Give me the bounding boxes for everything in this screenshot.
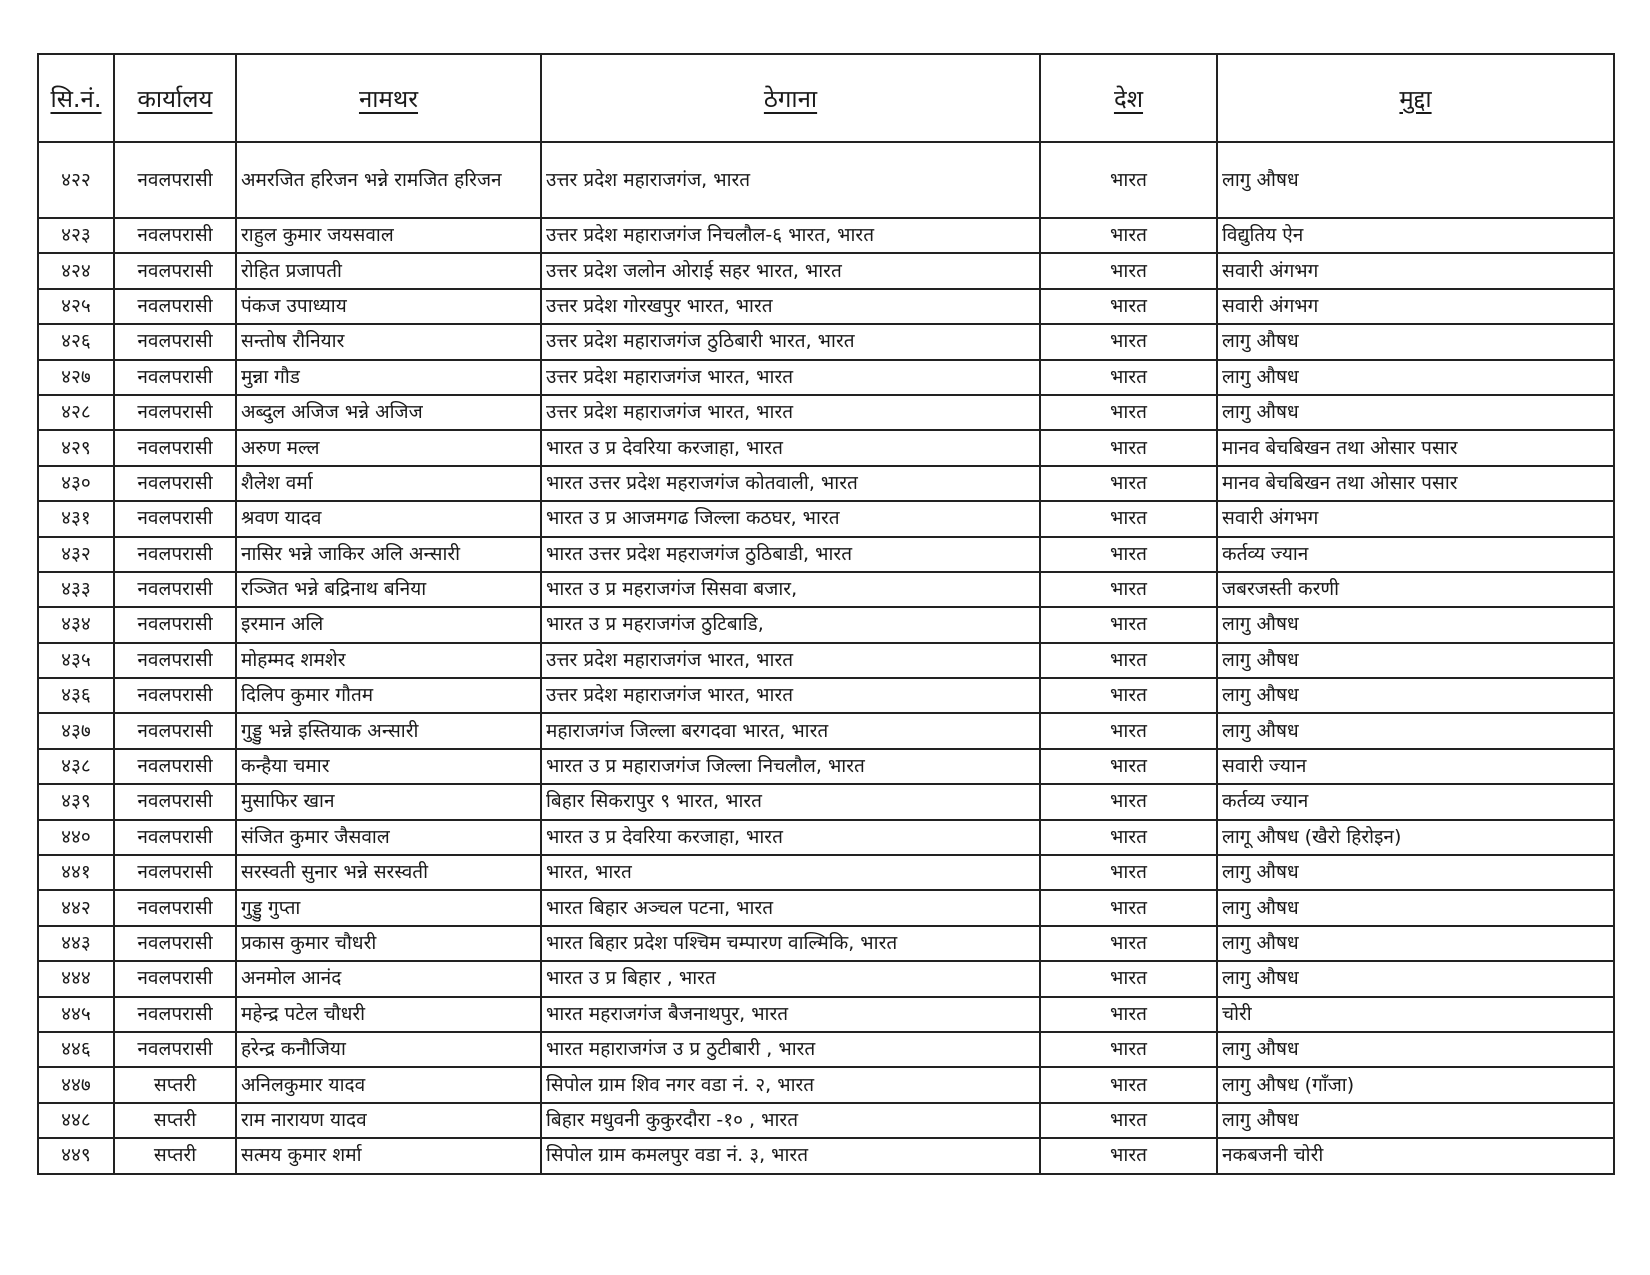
cell-office: नवलपरासी <box>114 890 236 925</box>
cell-country: भारत <box>1040 289 1217 324</box>
cell-case: नकबजनी चोरी <box>1217 1138 1614 1173</box>
cell-office: नवलपरासी <box>114 961 236 996</box>
cell-address: भारत, भारत <box>541 855 1040 890</box>
cell-name: श्रवण यादव <box>236 501 541 536</box>
cell-country: भारत <box>1040 961 1217 996</box>
cell-name: राम नारायण यादव <box>236 1103 541 1138</box>
table-row <box>38 360 1614 395</box>
cell-office: नवलपरासी <box>114 643 236 678</box>
table-row <box>38 466 1614 501</box>
table-row <box>38 324 1614 359</box>
cell-name: अब्दुल अजिज भन्ने अजिज <box>236 395 541 430</box>
table-row <box>38 430 1614 465</box>
cell-name: सन्तोष रौनियार <box>236 324 541 359</box>
cell-office: नवलपरासी <box>114 572 236 607</box>
cell-sn: ४४३ <box>38 926 114 961</box>
cell-office: नवलपरासी <box>114 749 236 784</box>
cell-country: भारत <box>1040 537 1217 572</box>
cell-case: लागु औषध <box>1217 142 1614 218</box>
cell-address: भारत उ प्र महराजगंज सिसवा बजार, <box>541 572 1040 607</box>
cell-sn: ४२३ <box>38 218 114 253</box>
cell-office: नवलपरासी <box>114 142 236 218</box>
cell-name: रञ्जित भन्ने बद्रिनाथ बनिया <box>236 572 541 607</box>
cell-name: मोहम्मद शमशेर <box>236 643 541 678</box>
cell-address: उत्तर प्रदेश महाराजगंज निचलौल-६ भारत, भारत <box>541 218 1040 253</box>
cell-country: भारत <box>1040 890 1217 925</box>
cell-country: भारत <box>1040 430 1217 465</box>
cell-name: कन्हैया चमार <box>236 749 541 784</box>
cell-office: नवलपरासी <box>114 537 236 572</box>
table-row <box>38 713 1614 748</box>
table-row <box>38 961 1614 996</box>
cell-address: बिहार मधुवनी कुकुरदौरा -१० , भारत <box>541 1103 1040 1138</box>
cell-case: लागु औषध <box>1217 395 1614 430</box>
cell-country: भारत <box>1040 1138 1217 1173</box>
header-sn: सि.नं. <box>38 54 114 142</box>
cell-sn: ४४९ <box>38 1138 114 1173</box>
table-row <box>38 926 1614 961</box>
cell-sn: ४४८ <box>38 1103 114 1138</box>
cell-name: मुन्ना गौड <box>236 360 541 395</box>
header-name: नामथर <box>236 54 541 142</box>
cell-address: भारत उत्तर प्रदेश महराजगंज कोतवाली, भारत <box>541 466 1040 501</box>
cell-country: भारत <box>1040 360 1217 395</box>
cell-office: नवलपरासी <box>114 820 236 855</box>
table-header <box>38 54 1614 142</box>
cell-case: लागु औषध <box>1217 1032 1614 1067</box>
cell-sn: ४४७ <box>38 1067 114 1102</box>
cell-address: सिपोल ग्राम शिव नगर वडा नं. २, भारत <box>541 1067 1040 1102</box>
cell-name: अनमोल आनंद <box>236 961 541 996</box>
table-row <box>38 1138 1614 1173</box>
cell-case: लागु औषध (गाँजा) <box>1217 1067 1614 1102</box>
cell-case: सवारी अंगभग <box>1217 289 1614 324</box>
cell-case: जबरजस्ती करणी <box>1217 572 1614 607</box>
cell-sn: ४३२ <box>38 537 114 572</box>
table-row <box>38 537 1614 572</box>
cell-name: प्रकास कुमार चौधरी <box>236 926 541 961</box>
table-row <box>38 820 1614 855</box>
cell-name: महेन्द्र पटेल चौधरी <box>236 997 541 1032</box>
cell-case: कर्तव्य ज्यान <box>1217 537 1614 572</box>
cell-office: नवलपरासी <box>114 395 236 430</box>
cell-office: नवलपरासी <box>114 607 236 642</box>
cell-name: गुड्डु गुप्ता <box>236 890 541 925</box>
cell-case: लागु औषध <box>1217 890 1614 925</box>
cell-address: भारत उ प्र आजमगढ जिल्ला कठघर, भारत <box>541 501 1040 536</box>
cell-country: भारत <box>1040 324 1217 359</box>
cell-case: लागु औषध <box>1217 713 1614 748</box>
cell-office: नवलपरासी <box>114 784 236 819</box>
cell-address: सिपोल ग्राम कमलपुर वडा नं. ३, भारत <box>541 1138 1040 1173</box>
cell-country: भारत <box>1040 784 1217 819</box>
cell-case: चोरी <box>1217 997 1614 1032</box>
cell-address: उत्तर प्रदेश जलोन ओराई सहर भारत, भारत <box>541 253 1040 288</box>
cell-sn: ४४० <box>38 820 114 855</box>
cell-office: सप्तरी <box>114 1138 236 1173</box>
cell-address: भारत बिहार प्रदेश पश्चिम चम्पारण वाल्मिकि, भारत <box>541 926 1040 961</box>
table-row <box>38 1067 1614 1102</box>
table-row <box>38 218 1614 253</box>
cell-country: भारत <box>1040 501 1217 536</box>
cell-office: नवलपरासी <box>114 253 236 288</box>
cell-office: नवलपरासी <box>114 1032 236 1067</box>
cell-name: नासिर भन्ने जाकिर अलि अन्सारी <box>236 537 541 572</box>
cell-office: नवलपरासी <box>114 324 236 359</box>
cell-office: नवलपरासी <box>114 430 236 465</box>
cell-address: भारत महराजगंज बैजनाथपुर, भारत <box>541 997 1040 1032</box>
cell-sn: ४२७ <box>38 360 114 395</box>
table-row <box>38 890 1614 925</box>
cell-case: लागु औषध <box>1217 643 1614 678</box>
cell-name: दिलिप कुमार गौतम <box>236 678 541 713</box>
cell-office: नवलपरासी <box>114 218 236 253</box>
cell-name: सरस्वती सुनार भन्ने सरस्वती <box>236 855 541 890</box>
cell-address: उत्तर प्रदेश गोरखपुर भारत, भारत <box>541 289 1040 324</box>
records-table <box>37 53 1615 1175</box>
cell-case: मानव बेचबिखन तथा ओसार पसार <box>1217 430 1614 465</box>
cell-address: भारत बिहार अञ्चल पटना, भारत <box>541 890 1040 925</box>
cell-sn: ४२५ <box>38 289 114 324</box>
cell-sn: ४२४ <box>38 253 114 288</box>
cell-sn: ४३७ <box>38 713 114 748</box>
cell-country: भारत <box>1040 1032 1217 1067</box>
cell-address: बिहार सिकरापुर ९ भारत, भारत <box>541 784 1040 819</box>
cell-office: नवलपरासी <box>114 501 236 536</box>
cell-sn: ४३३ <box>38 572 114 607</box>
cell-case: लागु औषध <box>1217 678 1614 713</box>
table-row <box>38 1103 1614 1138</box>
cell-sn: ४३६ <box>38 678 114 713</box>
cell-address: उत्तर प्रदेश महाराजगंज भारत, भारत <box>541 678 1040 713</box>
cell-name: मुसाफिर खान <box>236 784 541 819</box>
cell-country: भारत <box>1040 855 1217 890</box>
cell-country: भारत <box>1040 820 1217 855</box>
cell-name: संजित कुमार जैसवाल <box>236 820 541 855</box>
cell-office: नवलपरासी <box>114 855 236 890</box>
cell-sn: ४२६ <box>38 324 114 359</box>
cell-country: भारत <box>1040 395 1217 430</box>
cell-address: भारत उ प्र देवरिया करजाहा, भारत <box>541 430 1040 465</box>
cell-country: भारत <box>1040 253 1217 288</box>
cell-country: भारत <box>1040 749 1217 784</box>
header-address: ठेगाना <box>541 54 1040 142</box>
table-row <box>38 855 1614 890</box>
cell-office: सप्तरी <box>114 1067 236 1102</box>
cell-country: भारत <box>1040 997 1217 1032</box>
cell-country: भारत <box>1040 713 1217 748</box>
cell-address: भारत उ प्र महाराजगंज जिल्ला निचलौल, भारत <box>541 749 1040 784</box>
cell-address: उत्तर प्रदेश महाराजगंज ठुठिबारी भारत, भारत <box>541 324 1040 359</box>
cell-name: अरुण मल्ल <box>236 430 541 465</box>
cell-case: मानव बेचबिखन तथा ओसार पसार <box>1217 466 1614 501</box>
cell-address: भारत उ प्र बिहार , भारत <box>541 961 1040 996</box>
cell-country: भारत <box>1040 607 1217 642</box>
cell-office: नवलपरासी <box>114 926 236 961</box>
table-row <box>38 749 1614 784</box>
cell-country: भारत <box>1040 643 1217 678</box>
table-row <box>38 395 1614 430</box>
cell-name: शैलेश वर्मा <box>236 466 541 501</box>
cell-office: सप्तरी <box>114 1103 236 1138</box>
cell-address: उत्तर प्रदेश महाराजगंज भारत, भारत <box>541 360 1040 395</box>
table-row <box>38 572 1614 607</box>
cell-sn: ४३९ <box>38 784 114 819</box>
cell-case: लागु औषध <box>1217 855 1614 890</box>
cell-case: सवारी अंगभग <box>1217 501 1614 536</box>
cell-name: राहुल कुमार जयसवाल <box>236 218 541 253</box>
cell-name: हरेन्द्र कनौजिया <box>236 1032 541 1067</box>
cell-name: अनिलकुमार यादव <box>236 1067 541 1102</box>
cell-name: रोहित प्रजापती <box>236 253 541 288</box>
table-row <box>38 142 1614 218</box>
header-case: मुद्दा <box>1217 54 1614 142</box>
table-row <box>38 784 1614 819</box>
cell-name: अमरजित हरिजन भन्ने रामजित हरिजन <box>236 142 541 218</box>
cell-country: भारत <box>1040 1067 1217 1102</box>
table-row <box>38 607 1614 642</box>
cell-sn: ४४१ <box>38 855 114 890</box>
cell-address: उत्तर प्रदेश महाराजगंज, भारत <box>541 142 1040 218</box>
cell-case: सवारी अंगभग <box>1217 253 1614 288</box>
cell-address: उत्तर प्रदेश महाराजगंज भारत, भारत <box>541 643 1040 678</box>
cell-case: लागु औषध <box>1217 926 1614 961</box>
table-row <box>38 501 1614 536</box>
table-row <box>38 997 1614 1032</box>
cell-sn: ४४२ <box>38 890 114 925</box>
cell-country: भारत <box>1040 142 1217 218</box>
cell-sn: ४४६ <box>38 1032 114 1067</box>
cell-case: विद्युतिय ऐन <box>1217 218 1614 253</box>
cell-office: नवलपरासी <box>114 997 236 1032</box>
cell-office: नवलपरासी <box>114 466 236 501</box>
cell-sn: ४३१ <box>38 501 114 536</box>
cell-office: नवलपरासी <box>114 289 236 324</box>
cell-country: भारत <box>1040 926 1217 961</box>
header-office: कार्यालय <box>114 54 236 142</box>
cell-name: पंकज उपाध्याय <box>236 289 541 324</box>
cell-case: लागू औषध (खैरो हिरोइन) <box>1217 820 1614 855</box>
cell-sn: ४४५ <box>38 997 114 1032</box>
cell-sn: ४२८ <box>38 395 114 430</box>
cell-case: कर्तव्य ज्यान <box>1217 784 1614 819</box>
cell-country: भारत <box>1040 218 1217 253</box>
cell-case: लागु औषध <box>1217 360 1614 395</box>
cell-address: भारत उत्तर प्रदेश महराजगंज ठुठिबाडी, भारत <box>541 537 1040 572</box>
cell-case: लागु औषध <box>1217 1103 1614 1138</box>
table-row <box>38 1032 1614 1067</box>
cell-sn: ४२९ <box>38 430 114 465</box>
cell-country: भारत <box>1040 572 1217 607</box>
table-row <box>38 289 1614 324</box>
cell-sn: ४४४ <box>38 961 114 996</box>
cell-address: महाराजगंज जिल्ला बरगदवा भारत, भारत <box>541 713 1040 748</box>
cell-address: भारत उ प्र महराजगंज ठुटिबाडि, <box>541 607 1040 642</box>
cell-name: गुड्डु भन्ने इस्तियाक अन्सारी <box>236 713 541 748</box>
cell-name: सत्मय कुमार शर्मा <box>236 1138 541 1173</box>
table-body <box>38 142 1614 1174</box>
cell-sn: ४३४ <box>38 607 114 642</box>
cell-country: भारत <box>1040 678 1217 713</box>
header-country: देश <box>1040 54 1217 142</box>
cell-name: इरमान अलि <box>236 607 541 642</box>
cell-address: भारत उ प्र देवरिया करजाहा, भारत <box>541 820 1040 855</box>
cell-sn: ४३८ <box>38 749 114 784</box>
cell-case: लागु औषध <box>1217 324 1614 359</box>
cell-sn: ४३५ <box>38 643 114 678</box>
cell-case: सवारी ज्यान <box>1217 749 1614 784</box>
cell-country: भारत <box>1040 1103 1217 1138</box>
table-row <box>38 678 1614 713</box>
table-row <box>38 253 1614 288</box>
cell-address: भारत महाराजगंज उ प्र ठुटीबारी , भारत <box>541 1032 1040 1067</box>
table-row <box>38 643 1614 678</box>
cell-office: नवलपरासी <box>114 713 236 748</box>
cell-office: नवलपरासी <box>114 678 236 713</box>
cell-country: भारत <box>1040 466 1217 501</box>
cell-sn: ४३० <box>38 466 114 501</box>
cell-case: लागु औषध <box>1217 607 1614 642</box>
header-row <box>38 54 1614 142</box>
cell-address: उत्तर प्रदेश महाराजगंज भारत, भारत <box>541 395 1040 430</box>
cell-sn: ४२२ <box>38 142 114 218</box>
cell-office: नवलपरासी <box>114 360 236 395</box>
cell-case: लागु औषध <box>1217 961 1614 996</box>
